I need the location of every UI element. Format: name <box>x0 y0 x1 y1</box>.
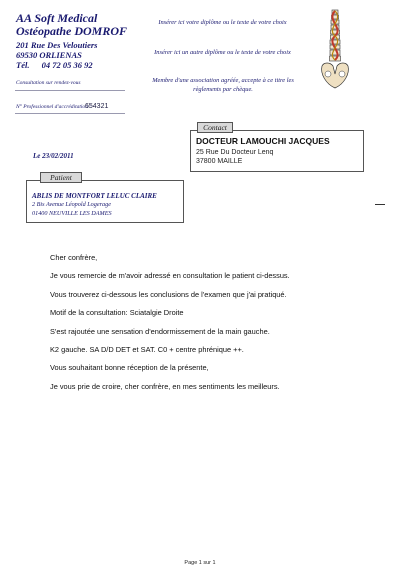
company-name: AA Soft Medical <box>16 11 98 25</box>
letter-paragraph: S'est rajoutée une sensation d'endormissement de la main gauche. <box>50 326 270 336</box>
adeli-number: 654321 <box>85 103 109 110</box>
letter-paragraph: K2 gauche. SA D/D DET et SAT. C0 + centre phrénique ++. <box>50 344 244 354</box>
contact-name: DOCTEUR LAMOUCHI JACQUES <box>196 136 330 146</box>
letter-date: Le 23/02/2011 <box>33 152 74 160</box>
patient-address-box <box>26 180 184 223</box>
letter-paragraph: Je vous prie de croire, cher confrère, en mes sentiments les meilleurs. <box>50 381 280 391</box>
spine-logo-icon <box>318 8 352 90</box>
address-street: 201 Rue Des Veloutiers <box>16 40 98 50</box>
letter-paragraph: Cher confrère, <box>50 253 98 262</box>
adeli-label: N° Professionnel d'accréditation : <box>16 104 92 110</box>
consultation-note: Consultation sur rendez-vous <box>16 80 81 86</box>
association-note: Membre d'une association agréée, accepte à ce titre les règlements par chèque. <box>152 77 294 93</box>
page-number: Page 1 sur 1 <box>184 560 216 566</box>
patient-city: 01400 NEUVILLE LES DAMES <box>32 210 112 217</box>
divider <box>15 113 125 114</box>
contact-street: 25 Rue Du Docteur Lenq <box>196 149 274 156</box>
doctor-title: Ostéopathe DOMROF <box>16 24 128 38</box>
contact-tab-label: Contact <box>197 122 233 133</box>
patient-name: ABLIS DE MONTFORT LELUC CLAIRE <box>32 192 157 200</box>
phone-line <box>16 60 136 70</box>
diploma-note-2: Insérer ici un autre diplôme ou le texte de votre choix <box>154 49 291 56</box>
divider <box>15 90 125 91</box>
phone-number: 04 72 05 36 92 <box>41 60 93 70</box>
practitioner-header <box>16 12 136 70</box>
letter-paragraph: Vous souhaitant bonne réception de la présente, <box>50 363 209 373</box>
letter-paragraph: Motif de la consultation: Sciatalgie Droite <box>50 308 184 318</box>
patient-street: 2 Bis Avenue Léopold Logerage <box>32 201 111 208</box>
letter-paragraph: Vous trouverez ci-dessous les conclusions de l'examen que j'ai pratiqué. <box>50 289 287 299</box>
phone-label: Tél. <box>16 60 30 70</box>
contact-city: 37800 MAILLE <box>196 158 243 165</box>
letter-body <box>50 253 370 400</box>
fold-mark <box>375 204 385 205</box>
address-city: 69530 ORLIENAS <box>16 50 82 60</box>
contact-address-box <box>190 130 364 172</box>
diploma-note-1: Insérer ici votre diplôme ou le texte de votre choix <box>158 19 287 26</box>
patient-tab-label: Patient <box>40 172 82 183</box>
letter-paragraph: Je vous remercie de m'avoir adressé en consultation le patient ci-dessus. <box>50 271 290 281</box>
